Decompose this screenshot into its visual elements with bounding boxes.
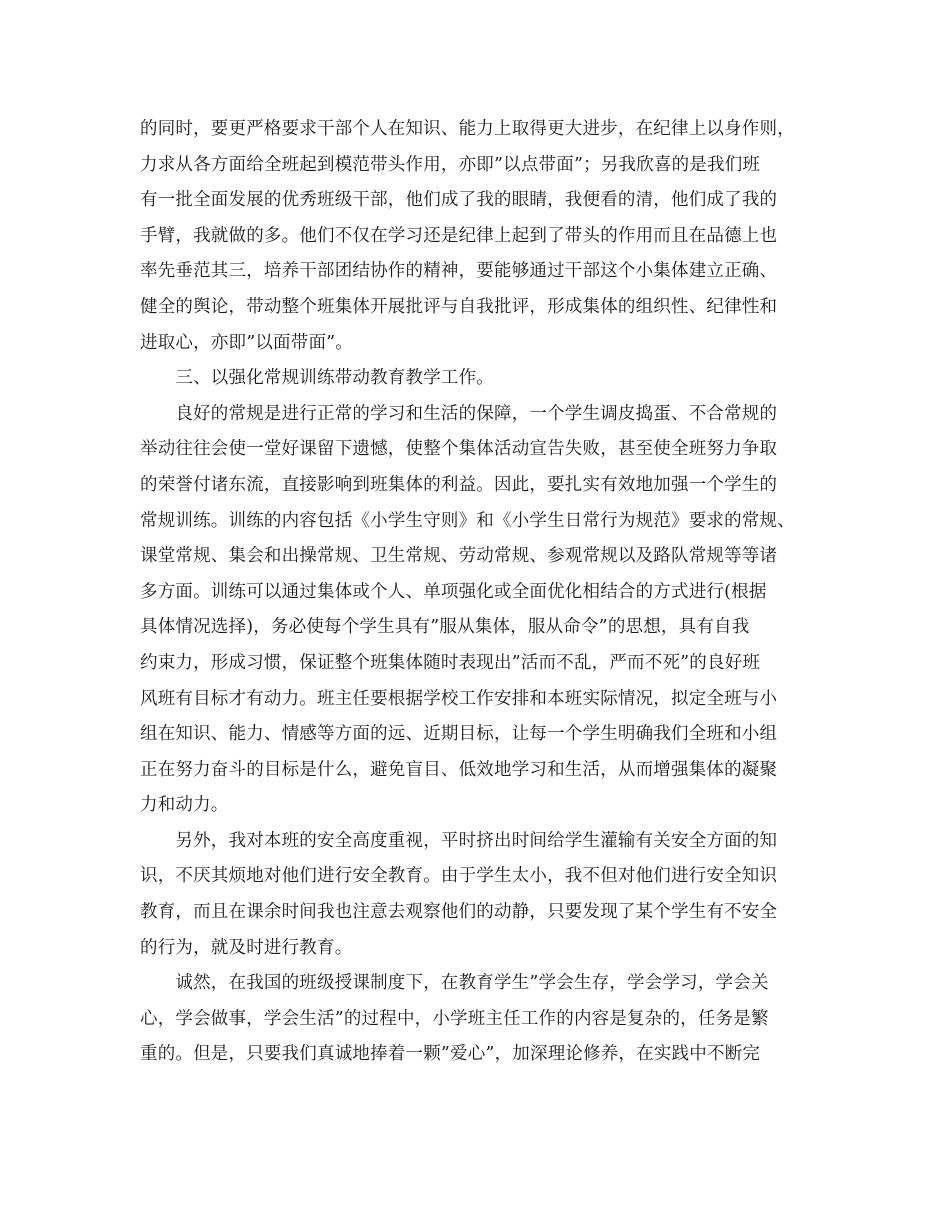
text-line: 识，不厌其烦地对他们进行安全教育。由于学生太小，我不但对他们进行安全知识 xyxy=(140,866,778,887)
text-line: 具体情况选择)，务必使每个学生具有”服从集体，服从命令”的思想，具有自我 xyxy=(140,617,750,638)
text-line: 举动往往会使一堂好课留下遗憾，使整个集体活动宣告失败，甚至使全班努力争取 xyxy=(140,439,778,460)
section-heading: 三、以强化常规训练带动教育教学工作。 xyxy=(140,368,494,389)
text-line: 另外，我对本班的安全高度重视，平时挤出时间给学生灌输有关安全方面的知 xyxy=(140,830,778,851)
text-line: 正在努力奋斗的目标是什么，避免盲目、低效地学习和生活，从而增强集体的凝聚 xyxy=(140,759,778,780)
text-line: 的行为，就及时进行教育。 xyxy=(140,937,353,958)
text-line: 心，学会做事，学会生活”的过程中，小学班主任工作的内容是复杂的，任务是繁 xyxy=(140,1008,769,1029)
text-line: 力和动力。 xyxy=(140,795,229,816)
text-line: 组在知识、能力、情感等方面的远、近期目标，让每一个学生明确我们全班和小组 xyxy=(140,724,778,745)
text-line: 有一批全面发展的优秀班级干部，他们成了我的眼睛，我便看的清，他们成了我的 xyxy=(140,190,778,211)
text-line: 力求从各方面给全班起到模范带头作用，亦即”以点带面”；另我欣喜的是我们班 xyxy=(140,154,761,175)
text-line: 健全的舆论，带动整个班集体开展批评与自我批评，形成集体的组织性、纪律性和 xyxy=(140,296,778,317)
text-line: 约束力，形成习惯，保证整个班集体随时表现出”活而不乱，严而不死”的良好班 xyxy=(140,652,761,673)
text-line: 课堂常规、集会和出操常规、卫生常规、劳动常规、参观常规以及路队常规等等诸 xyxy=(140,546,778,567)
text-line: 多方面。训练可以通过集体或个人、单项强化或全面优化相结合的方式进行(根据 xyxy=(140,581,767,602)
text-line: 教育，而且在课余时间我也注意去观察他们的动静，只要发现了某个学生有不安全 xyxy=(140,902,778,923)
body-text xyxy=(140,112,840,1073)
text-line: 诚然，在我国的班级授课制度下，在教育学生”学会生存，学会学习，学会关 xyxy=(140,973,769,994)
text-line: 手臂，我就做的多。他们不仅在学习还是纪律上起到了带头的作用而且在品德上也 xyxy=(140,225,778,246)
text-line: 风班有目标才有动力。班主任要根据学校工作安排和本班实际情况，拟定全班与小 xyxy=(140,688,778,709)
text-line: 良好的常规是进行正常的学习和生活的保障，一个学生调皮捣蛋、不合常规的 xyxy=(140,403,778,424)
text-line: 进取心，亦即”以面带面”。 xyxy=(140,332,353,353)
text-line: 的同时，要更严格要求干部个人在知识、能力上取得更大进步，在纪律上以身作则， xyxy=(140,119,795,139)
text-line: 率先垂范其三，培养干部团结协作的精神，要能够通过干部这个小集体建立正确、 xyxy=(140,261,778,282)
text-line: 常规训练。训练的内容包括《小学生守则》和《小学生日常行为规范》要求的常规、 xyxy=(140,510,795,531)
text-line: 重的。但是，只要我们真诚地捧着一颗”爱心”，加深理论修养，在实践中不断完 xyxy=(140,1044,761,1065)
text-line: 的荣誉付诸东流，直接影响到班集体的利益。因此，要扎实有效地加强一个学生的 xyxy=(140,474,778,495)
